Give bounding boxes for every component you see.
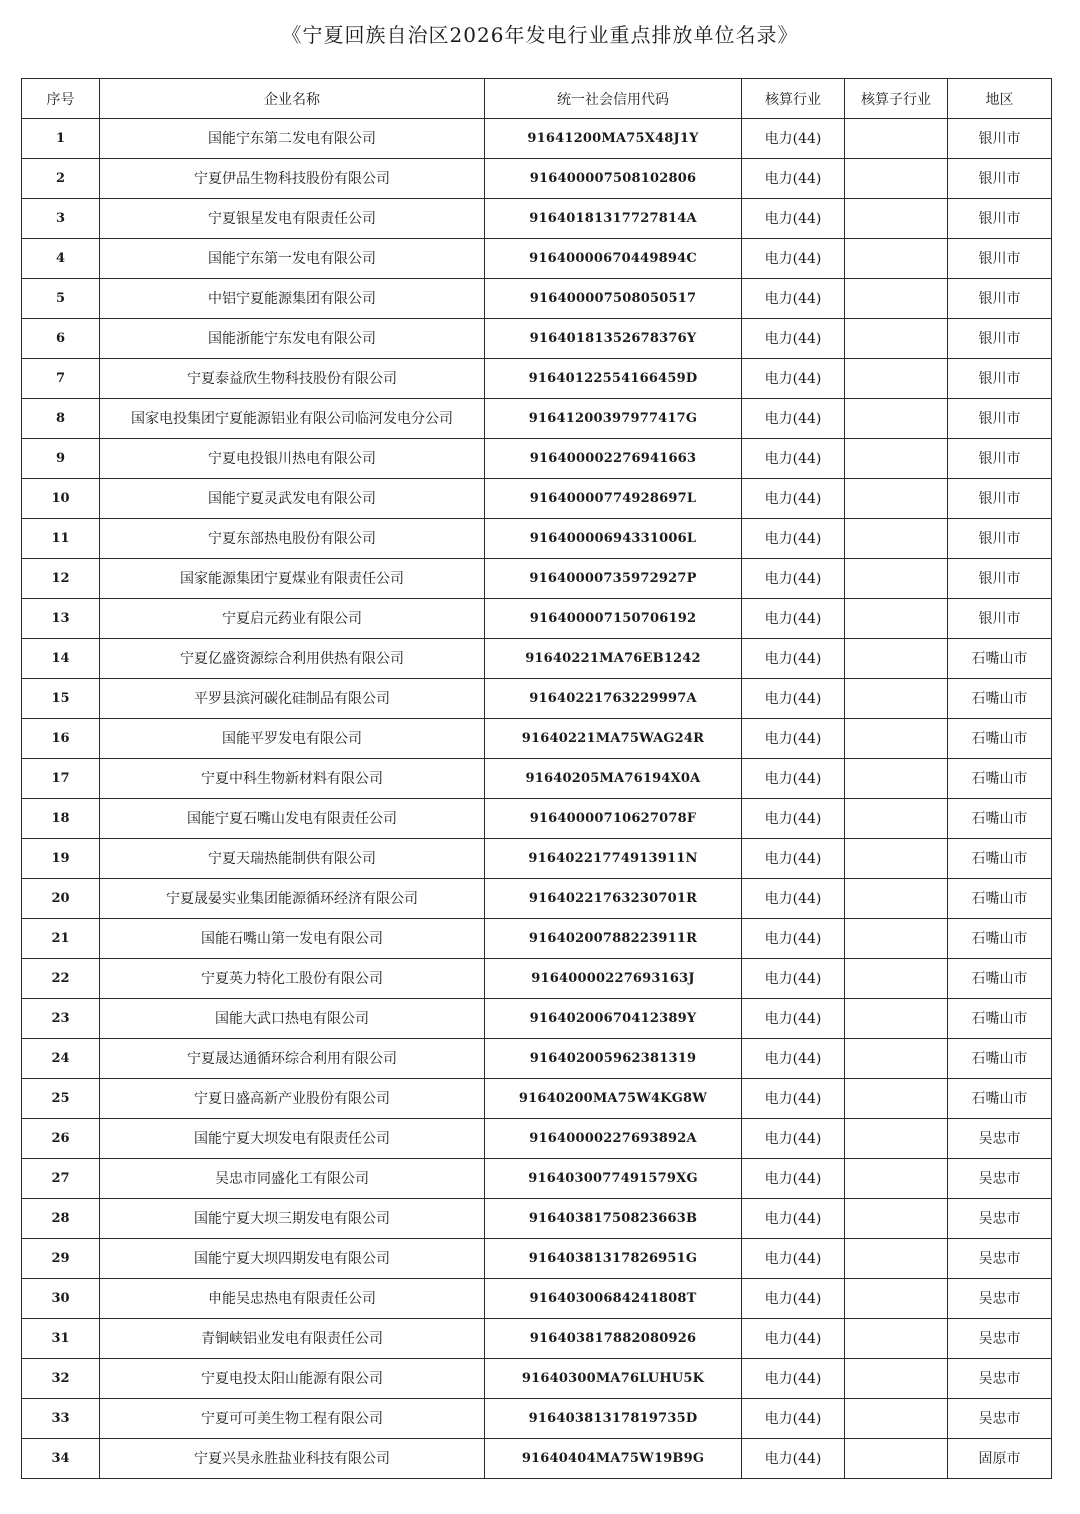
cell-industry: 电力(44): [742, 599, 845, 639]
cell-sub-industry: [845, 599, 948, 639]
cell-no: 12: [22, 559, 100, 599]
cell-company-name: 宁夏中科生物新材料有限公司: [100, 759, 485, 799]
cell-sub-industry: [845, 479, 948, 519]
cell-credit-code: 916400007150706192: [485, 599, 742, 639]
cell-sub-industry: [845, 559, 948, 599]
cell-region: 吴忠市: [948, 1279, 1052, 1319]
cell-credit-code: 91640205MA76194X0A: [485, 759, 742, 799]
cell-region: 石嘴山市: [948, 1039, 1052, 1079]
table-row: [22, 1199, 1052, 1239]
cell-region: 银川市: [948, 359, 1052, 399]
cell-region: 吴忠市: [948, 1239, 1052, 1279]
cell-no: 4: [22, 239, 100, 279]
table-row: [22, 1279, 1052, 1319]
table-row: [22, 1439, 1052, 1479]
cell-region: 银川市: [948, 479, 1052, 519]
cell-region: 银川市: [948, 519, 1052, 559]
cell-sub-industry: [845, 999, 948, 1039]
cell-industry: 电力(44): [742, 239, 845, 279]
cell-company-name: 宁夏东部热电股份有限公司: [100, 519, 485, 559]
cell-industry: 电力(44): [742, 439, 845, 479]
cell-region: 银川市: [948, 559, 1052, 599]
table-row: [22, 1319, 1052, 1359]
cell-sub-industry: [845, 1319, 948, 1359]
cell-company-name: 国能平罗发电有限公司: [100, 719, 485, 759]
cell-no: 32: [22, 1359, 100, 1399]
cell-no: 28: [22, 1199, 100, 1239]
cell-no: 3: [22, 199, 100, 239]
cell-company-name: 宁夏晟晏实业集团能源循环经济有限公司: [100, 879, 485, 919]
cell-region: 石嘴山市: [948, 959, 1052, 999]
table-row: [22, 199, 1052, 239]
cell-industry: 电力(44): [742, 1159, 845, 1199]
cell-sub-industry: [845, 519, 948, 559]
cell-company-name: 宁夏天瑞热能制供有限公司: [100, 839, 485, 879]
table-row: [22, 1079, 1052, 1119]
cell-company-name: 国能大武口热电有限公司: [100, 999, 485, 1039]
cell-no: 26: [22, 1119, 100, 1159]
cell-credit-code: 91640000710627078F: [485, 799, 742, 839]
cell-industry: 电力(44): [742, 759, 845, 799]
cell-region: 银川市: [948, 279, 1052, 319]
emission-units-table: [21, 78, 1052, 1479]
cell-sub-industry: [845, 1359, 948, 1399]
cell-company-name: 国家电投集团宁夏能源铝业有限公司临河发电分公司: [100, 399, 485, 439]
table-row: [22, 759, 1052, 799]
cell-company-name: 宁夏泰益欣生物科技股份有限公司: [100, 359, 485, 399]
cell-region: 石嘴山市: [948, 679, 1052, 719]
cell-region: 银川市: [948, 439, 1052, 479]
cell-no: 5: [22, 279, 100, 319]
cell-credit-code: 916402005962381319: [485, 1039, 742, 1079]
cell-sub-industry: [845, 839, 948, 879]
cell-region: 银川市: [948, 199, 1052, 239]
cell-industry: 电力(44): [742, 719, 845, 759]
cell-no: 8: [22, 399, 100, 439]
cell-industry: 电力(44): [742, 519, 845, 559]
table-row: [22, 599, 1052, 639]
cell-credit-code: 91640221MA75WAG24R: [485, 719, 742, 759]
cell-company-name: 青铜峡铝业发电有限责任公司: [100, 1319, 485, 1359]
cell-company-name: 中铝宁夏能源集团有限公司: [100, 279, 485, 319]
cell-credit-code: 91640404MA75W19B9G: [485, 1439, 742, 1479]
cell-industry: 电力(44): [742, 1439, 845, 1479]
cell-credit-code: 91640181352678376Y: [485, 319, 742, 359]
header-company-name: 企业名称: [100, 79, 485, 119]
cell-industry: 电力(44): [742, 319, 845, 359]
cell-region: 吴忠市: [948, 1119, 1052, 1159]
cell-no: 22: [22, 959, 100, 999]
cell-sub-industry: [845, 199, 948, 239]
cell-industry: 电力(44): [742, 999, 845, 1039]
table-row: [22, 159, 1052, 199]
cell-region: 吴忠市: [948, 1359, 1052, 1399]
cell-company-name: 国能宁东第二发电有限公司: [100, 119, 485, 159]
cell-company-name: 宁夏晟达通循环综合利用有限公司: [100, 1039, 485, 1079]
table-row: [22, 679, 1052, 719]
cell-credit-code: 9164030077491579XG: [485, 1159, 742, 1199]
cell-sub-industry: [845, 439, 948, 479]
cell-no: 13: [22, 599, 100, 639]
table-row: [22, 1039, 1052, 1079]
table-row: [22, 879, 1052, 919]
cell-company-name: 国能宁夏石嘴山发电有限责任公司: [100, 799, 485, 839]
cell-no: 31: [22, 1319, 100, 1359]
cell-credit-code: 916400007508050517: [485, 279, 742, 319]
cell-industry: 电力(44): [742, 1039, 845, 1079]
cell-industry: 电力(44): [742, 279, 845, 319]
cell-no: 27: [22, 1159, 100, 1199]
cell-sub-industry: [845, 919, 948, 959]
cell-company-name: 申能吴忠热电有限责任公司: [100, 1279, 485, 1319]
cell-region: 固原市: [948, 1439, 1052, 1479]
cell-industry: 电力(44): [742, 399, 845, 439]
cell-region: 石嘴山市: [948, 919, 1052, 959]
cell-industry: 电力(44): [742, 1359, 845, 1399]
document-title: 《宁夏回族自治区2026年发电行业重点排放单位名录》: [281, 23, 799, 47]
cell-industry: 电力(44): [742, 119, 845, 159]
cell-sub-industry: [845, 1119, 948, 1159]
cell-no: 23: [22, 999, 100, 1039]
cell-sub-industry: [845, 1039, 948, 1079]
table-row: [22, 119, 1052, 159]
cell-no: 20: [22, 879, 100, 919]
cell-credit-code: 91641200397977417G: [485, 399, 742, 439]
table-row: [22, 1119, 1052, 1159]
cell-region: 石嘴山市: [948, 759, 1052, 799]
header-region: 地区: [948, 79, 1052, 119]
cell-sub-industry: [845, 879, 948, 919]
cell-no: 2: [22, 159, 100, 199]
cell-company-name: 宁夏亿盛资源综合利用供热有限公司: [100, 639, 485, 679]
cell-sub-industry: [845, 1439, 948, 1479]
cell-company-name: 国能石嘴山第一发电有限公司: [100, 919, 485, 959]
cell-industry: 电力(44): [742, 159, 845, 199]
cell-region: 石嘴山市: [948, 999, 1052, 1039]
table-body: [22, 119, 1052, 1479]
cell-no: 1: [22, 119, 100, 159]
table-row: [22, 559, 1052, 599]
table-row: [22, 319, 1052, 359]
table-row: [22, 839, 1052, 879]
table-row: [22, 959, 1052, 999]
cell-industry: 电力(44): [742, 919, 845, 959]
cell-industry: 电力(44): [742, 639, 845, 679]
cell-no: 17: [22, 759, 100, 799]
cell-industry: 电力(44): [742, 1319, 845, 1359]
cell-credit-code: 916400002276941663: [485, 439, 742, 479]
cell-credit-code: 91640200788223911R: [485, 919, 742, 959]
cell-no: 11: [22, 519, 100, 559]
cell-company-name: 宁夏银星发电有限责任公司: [100, 199, 485, 239]
table-row: [22, 399, 1052, 439]
cell-company-name: 国能宁夏大坝三期发电有限公司: [100, 1199, 485, 1239]
table-row: [22, 799, 1052, 839]
cell-credit-code: 91640000735972927P: [485, 559, 742, 599]
cell-no: 34: [22, 1439, 100, 1479]
cell-credit-code: 91640300MA76LUHU5K: [485, 1359, 742, 1399]
cell-industry: 电力(44): [742, 1279, 845, 1319]
cell-no: 18: [22, 799, 100, 839]
cell-sub-industry: [845, 279, 948, 319]
cell-credit-code: 91640221763229997A: [485, 679, 742, 719]
cell-company-name: 国家能源集团宁夏煤业有限责任公司: [100, 559, 485, 599]
cell-sub-industry: [845, 1399, 948, 1439]
cell-no: 6: [22, 319, 100, 359]
table-row: [22, 1399, 1052, 1439]
cell-sub-industry: [845, 639, 948, 679]
cell-company-name: 宁夏电投银川热电有限公司: [100, 439, 485, 479]
table-row: [22, 639, 1052, 679]
table-row: [22, 719, 1052, 759]
cell-region: 石嘴山市: [948, 879, 1052, 919]
cell-no: 25: [22, 1079, 100, 1119]
cell-credit-code: 91640381317826951G: [485, 1239, 742, 1279]
cell-no: 29: [22, 1239, 100, 1279]
cell-sub-industry: [845, 759, 948, 799]
cell-credit-code: 91640381317819735D: [485, 1399, 742, 1439]
cell-region: 银川市: [948, 399, 1052, 439]
cell-sub-industry: [845, 319, 948, 359]
cell-credit-code: 91640000227693892A: [485, 1119, 742, 1159]
cell-sub-industry: [845, 719, 948, 759]
header-industry: 核算行业: [742, 79, 845, 119]
cell-no: 19: [22, 839, 100, 879]
cell-company-name: 宁夏电投太阳山能源有限公司: [100, 1359, 485, 1399]
cell-sub-industry: [845, 119, 948, 159]
cell-region: 石嘴山市: [948, 719, 1052, 759]
cell-credit-code: 91640200670412389Y: [485, 999, 742, 1039]
cell-sub-industry: [845, 1239, 948, 1279]
cell-sub-industry: [845, 1079, 948, 1119]
cell-no: 14: [22, 639, 100, 679]
cell-credit-code: 91640122554166459D: [485, 359, 742, 399]
table-header-row: [22, 79, 1052, 119]
cell-sub-industry: [845, 959, 948, 999]
cell-region: 银川市: [948, 119, 1052, 159]
cell-company-name: 国能宁东第一发电有限公司: [100, 239, 485, 279]
cell-company-name: 宁夏伊品生物科技股份有限公司: [100, 159, 485, 199]
table-row: [22, 1359, 1052, 1399]
cell-sub-industry: [845, 1199, 948, 1239]
table-row: [22, 359, 1052, 399]
cell-credit-code: 91640221774913911N: [485, 839, 742, 879]
cell-credit-code: 91640000670449894C: [485, 239, 742, 279]
cell-region: 银川市: [948, 239, 1052, 279]
cell-company-name: 宁夏启元药业有限公司: [100, 599, 485, 639]
header-sub-industry: 核算子行业: [845, 79, 948, 119]
cell-sub-industry: [845, 159, 948, 199]
cell-region: 石嘴山市: [948, 639, 1052, 679]
cell-industry: 电力(44): [742, 879, 845, 919]
cell-credit-code: 91640200MA75W4KG8W: [485, 1079, 742, 1119]
cell-sub-industry: [845, 399, 948, 439]
cell-no: 10: [22, 479, 100, 519]
cell-company-name: 国能宁夏灵武发电有限公司: [100, 479, 485, 519]
cell-industry: 电力(44): [742, 959, 845, 999]
cell-credit-code: 91640221MA76EB1242: [485, 639, 742, 679]
cell-region: 银川市: [948, 159, 1052, 199]
cell-company-name: 国能浙能宁东发电有限公司: [100, 319, 485, 359]
cell-no: 15: [22, 679, 100, 719]
cell-no: 9: [22, 439, 100, 479]
cell-industry: 电力(44): [742, 839, 845, 879]
cell-region: 吴忠市: [948, 1399, 1052, 1439]
cell-company-name: 吴忠市同盛化工有限公司: [100, 1159, 485, 1199]
cell-no: 24: [22, 1039, 100, 1079]
table-row: [22, 239, 1052, 279]
table-row: [22, 519, 1052, 559]
cell-industry: 电力(44): [742, 1079, 845, 1119]
cell-credit-code: 916400007508102806: [485, 159, 742, 199]
table-row: [22, 479, 1052, 519]
cell-credit-code: 916403817882080926: [485, 1319, 742, 1359]
cell-sub-industry: [845, 359, 948, 399]
cell-industry: 电力(44): [742, 479, 845, 519]
cell-credit-code: 91640000227693163J: [485, 959, 742, 999]
cell-industry: 电力(44): [742, 679, 845, 719]
header-no: 序号: [22, 79, 100, 119]
cell-industry: 电力(44): [742, 799, 845, 839]
cell-sub-industry: [845, 239, 948, 279]
cell-region: 石嘴山市: [948, 1079, 1052, 1119]
cell-region: 石嘴山市: [948, 799, 1052, 839]
cell-no: 21: [22, 919, 100, 959]
table-row: [22, 1239, 1052, 1279]
cell-sub-industry: [845, 679, 948, 719]
cell-industry: 电力(44): [742, 559, 845, 599]
cell-company-name: 宁夏可可美生物工程有限公司: [100, 1399, 485, 1439]
table-row: [22, 439, 1052, 479]
cell-company-name: 国能宁夏大坝发电有限责任公司: [100, 1119, 485, 1159]
cell-company-name: 平罗县滨河碳化硅制品有限公司: [100, 679, 485, 719]
cell-region: 银川市: [948, 599, 1052, 639]
cell-company-name: 国能宁夏大坝四期发电有限公司: [100, 1239, 485, 1279]
cell-no: 7: [22, 359, 100, 399]
cell-credit-code: 91640000774928697L: [485, 479, 742, 519]
cell-industry: 电力(44): [742, 1399, 845, 1439]
cell-sub-industry: [845, 799, 948, 839]
cell-region: 吴忠市: [948, 1159, 1052, 1199]
cell-region: 吴忠市: [948, 1199, 1052, 1239]
cell-credit-code: 91640000694331006L: [485, 519, 742, 559]
table-row: [22, 1159, 1052, 1199]
cell-company-name: 宁夏兴昊永胜盐业科技有限公司: [100, 1439, 485, 1479]
cell-sub-industry: [845, 1159, 948, 1199]
cell-credit-code: 91640381750823663B: [485, 1199, 742, 1239]
cell-company-name: 宁夏日盛高新产业股份有限公司: [100, 1079, 485, 1119]
cell-industry: 电力(44): [742, 1239, 845, 1279]
cell-company-name: 宁夏英力特化工股份有限公司: [100, 959, 485, 999]
cell-no: 33: [22, 1399, 100, 1439]
table-row: [22, 919, 1052, 959]
cell-industry: 电力(44): [742, 1199, 845, 1239]
cell-sub-industry: [845, 1279, 948, 1319]
cell-credit-code: 91641200MA75X48J1Y: [485, 119, 742, 159]
cell-region: 银川市: [948, 319, 1052, 359]
cell-industry: 电力(44): [742, 1119, 845, 1159]
cell-region: 吴忠市: [948, 1319, 1052, 1359]
table-row: [22, 999, 1052, 1039]
header-credit-code: 统一社会信用代码: [485, 79, 742, 119]
cell-industry: 电力(44): [742, 359, 845, 399]
cell-credit-code: 91640221763230701R: [485, 879, 742, 919]
cell-credit-code: 91640181317727814A: [485, 199, 742, 239]
cell-credit-code: 91640300684241808T: [485, 1279, 742, 1319]
cell-no: 16: [22, 719, 100, 759]
cell-region: 石嘴山市: [948, 839, 1052, 879]
cell-no: 30: [22, 1279, 100, 1319]
table-row: [22, 279, 1052, 319]
cell-industry: 电力(44): [742, 199, 845, 239]
